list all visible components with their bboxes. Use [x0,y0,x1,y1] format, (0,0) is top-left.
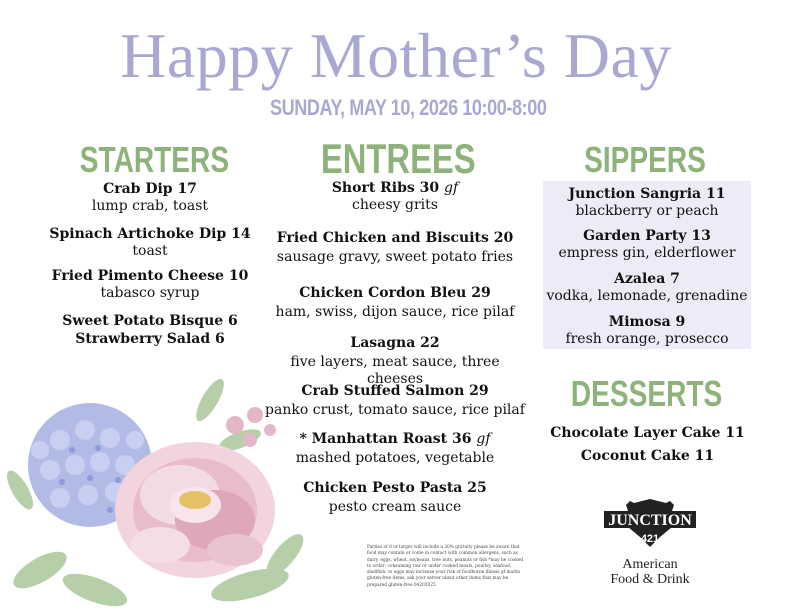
item-name: Chicken Pesto Pasta 25 [303,480,487,496]
menu-item [543,314,751,348]
menu-item [270,480,520,516]
logo-caption [590,557,710,587]
menu-item [40,268,260,302]
entrees-heading: ENTREES [320,135,476,182]
menu-item [270,180,520,214]
item-desc: fresh orange, prosecco [565,331,729,347]
menu-item [270,285,520,321]
menu-item [543,271,751,305]
item-name: Fried Pimento Cheese 10 [51,268,249,284]
menu-item [270,230,520,266]
desserts-heading: DESSERTS [570,373,723,414]
item-desc: pesto cream sauce [328,499,462,515]
menu-item [545,425,750,442]
junction-421-logo [600,497,700,555]
fine-print: Parties of 8 or larger will include a 20% gratuity please be aware that food may contain or come in contact with common allergens, such as dairy, eggs, wheat, soybeans, tree nuts, peanuts or fish *may be cooked to order; consuming raw or under cooked meats, poultry, seafood, shellfish, or eggs may increase your risk of foodborne illness gf marks gluten-free items, ask your server about other items that may be prepared gluten-free 04202025 [367,545,524,588]
item-name: Spinach Artichoke Dip 14 [49,226,251,242]
item-desc: vodka, lemonade, grenadine [546,288,748,304]
gf-marker: gf [444,180,459,196]
item-desc: lump crab, toast [91,198,209,214]
item-name: Lasagna 22 [350,335,440,351]
menu-item [265,383,525,419]
item-name: * Manhattan Roast 36 [299,431,472,447]
menu-item [270,431,520,467]
logo-line-2: Food & Drink [610,572,690,587]
item-name: Strawberry Salad 6 [75,331,225,347]
item-desc: ham, swiss, dijon sauce, rice pilaf [275,304,515,320]
gf-marker: gf [476,431,491,447]
item-name: Crab Stuffed Salmon 29 [301,383,489,399]
item-name: Fried Chicken and Biscuits 20 [276,230,514,246]
item-desc: empress gin, elderflower [558,245,736,261]
item-name: Junction Sangria 11 [568,186,726,202]
item-name: Chocolate Layer Cake 11 [550,425,745,441]
menu-item [40,181,260,215]
menu-item [545,448,750,465]
menu-item [543,228,751,262]
page-title: Happy Mother’s Day [120,20,672,91]
item-name: Garden Party 13 [583,228,711,244]
item-name: Chicken Cordon Bleu 29 [299,285,491,301]
item-name: Coconut Cake 11 [580,448,715,464]
menu-item [40,331,260,348]
item-desc: blackberry or peach [575,203,719,219]
logo-word: JUNCTION [608,512,692,529]
item-name: Azalea 7 [614,271,680,287]
item-name: Short Ribs 30 [331,180,440,196]
event-date-time: SUNDAY, MAY 10, 2026 10:00-8:00 [270,95,547,120]
menu-item [265,335,525,388]
item-desc: sausage gravy, sweet potato fries [276,249,514,265]
sippers-heading: SIPPERS [584,139,706,180]
item-desc: toast [132,243,168,259]
logo-line-1: American [622,557,678,572]
item-name: Mimosa 9 [608,314,686,330]
logo-number: 421 [640,533,660,545]
item-desc: tabasco syrup [100,285,200,301]
menu-item [40,313,260,330]
item-desc: panko crust, tomato sauce, rice pilaf [265,402,525,418]
menu-item [40,226,260,260]
item-desc: cheesy grits [352,197,438,213]
menu-item [543,186,751,220]
item-desc: five layers, meat sauce, three cheeses [290,354,500,387]
item-name: Sweet Potato Bisque 6 [62,313,238,329]
starters-heading: STARTERS [79,139,230,180]
item-desc: mashed potatoes, vegetable [295,450,495,466]
item-name: Crab Dip 17 [103,181,197,197]
